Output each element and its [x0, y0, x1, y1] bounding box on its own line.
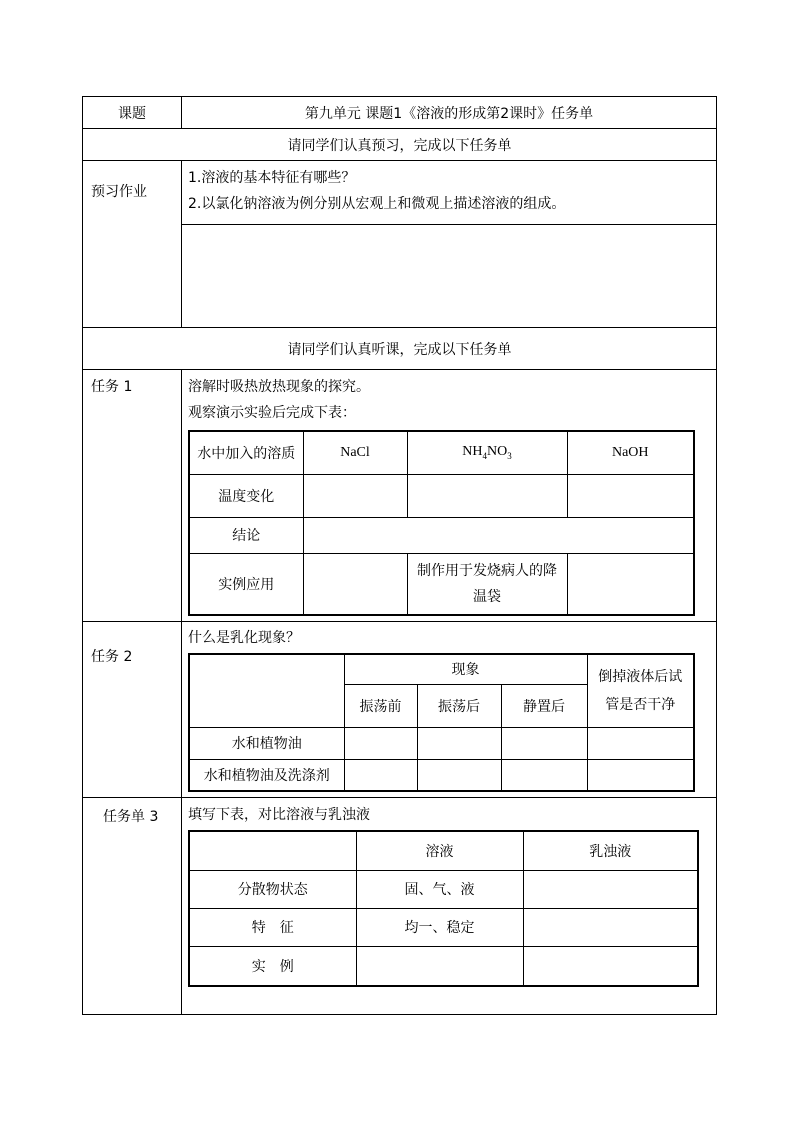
- preview-intro: 请同学们认真预习，完成以下任务单: [83, 129, 717, 161]
- task2-cell[interactable]: [501, 759, 587, 791]
- task1-line2: 观察演示实验后完成下表：: [188, 405, 356, 421]
- task2-still: 静置后: [501, 684, 587, 727]
- worksheet-title: 第九单元 课题1《溶液的形成第2课时》任务单: [182, 97, 717, 129]
- task1-naoh: NaOH: [567, 431, 694, 474]
- preview-answer-area[interactable]: [182, 225, 717, 328]
- header-label: 课题: [83, 97, 182, 129]
- task2-table: [188, 653, 695, 792]
- task2-clean-header: 倒掉液体后试管是否干净: [587, 654, 694, 727]
- task1-cell[interactable]: [567, 474, 694, 517]
- task2-after: 振荡后: [417, 684, 501, 727]
- task3-solution: 溶液: [356, 831, 523, 870]
- task2-phenomenon: 现象: [344, 654, 587, 684]
- task3-blank-header: [189, 831, 356, 870]
- task2-question: 什么是乳化现象？: [188, 630, 300, 646]
- task1-cell[interactable]: [303, 553, 407, 615]
- task1-line1: 溶解时吸热放热现象的探究。: [188, 379, 370, 395]
- task2-blank-header: [189, 654, 344, 727]
- task2-cell[interactable]: [587, 759, 694, 791]
- task2-cell[interactable]: [417, 727, 501, 759]
- lesson-intro: 请同学们认真听课，完成以下任务单: [83, 328, 717, 370]
- task3-cell[interactable]: [523, 870, 698, 908]
- task3-example: 实 例: [189, 946, 356, 986]
- task3-label: 任务单 3: [83, 798, 182, 1015]
- task3-state-solution: 固、气、液: [356, 870, 523, 908]
- task1-cell[interactable]: [567, 553, 694, 615]
- task3-cell[interactable]: [523, 946, 698, 986]
- task2-cell[interactable]: [344, 759, 417, 791]
- preview-questions: [182, 161, 717, 225]
- preview-label: 预习作业: [83, 161, 182, 328]
- task2-cell[interactable]: [587, 727, 694, 759]
- task3-instruction: 填写下表，对比溶液与乳浊液: [188, 807, 370, 823]
- task3-table: [188, 830, 699, 987]
- task2-label: 任务 2: [83, 622, 182, 798]
- worksheet-table: [82, 96, 717, 1015]
- task1-nacl: NaCl: [303, 431, 407, 474]
- task3-cell[interactable]: [523, 908, 698, 946]
- task1-nh4no3: $NH_4NO_3$: [407, 431, 567, 474]
- task1-cell[interactable]: [407, 474, 567, 517]
- task2-row1: 水和植物油: [189, 727, 344, 759]
- task2-before: 振荡前: [344, 684, 417, 727]
- task2-cell[interactable]: [501, 727, 587, 759]
- task3-emulsion: 乳浊液: [523, 831, 698, 870]
- task2-cell[interactable]: [344, 727, 417, 759]
- preview-question-2: 2.以氯化钠溶液为例分别从宏观上和微观上描述溶液的组成。: [188, 196, 566, 212]
- task2-cell[interactable]: [417, 759, 501, 791]
- task1-application: 实例应用: [189, 553, 303, 615]
- task1-cell[interactable]: [303, 474, 407, 517]
- task1-solute-header: 水中加入的溶质: [189, 431, 303, 474]
- task1-conclusion-cell[interactable]: [303, 517, 694, 553]
- task3-cell[interactable]: [356, 946, 523, 986]
- task2-row2: 水和植物油及洗涤剂: [189, 759, 344, 791]
- preview-question-1: 1.溶液的基本特征有哪些？: [188, 170, 356, 186]
- task3-state: 分散物状态: [189, 870, 356, 908]
- task3-feature: 特 征: [189, 908, 356, 946]
- task3-feature-solution: 均一、稳定: [356, 908, 523, 946]
- task1-conclusion: 结论: [189, 517, 303, 553]
- task1-label: 任务 1: [83, 370, 182, 622]
- task1-cooling-bag: 制作用于发烧病人的降温袋: [407, 553, 567, 615]
- task1-table: [188, 430, 695, 616]
- task1-temp-change: 温度变化: [189, 474, 303, 517]
